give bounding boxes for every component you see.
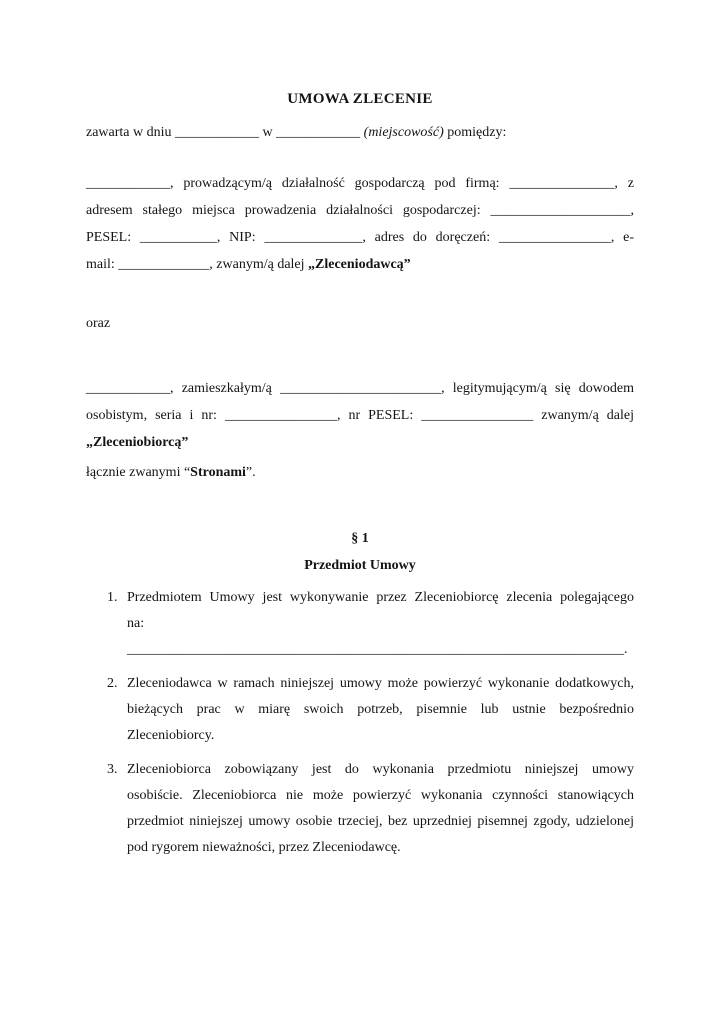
parties-joint-line [86,459,634,486]
oraz-line [86,310,634,337]
text-run: Przedmiotem Umowy jest wykonywanie przez Zleceniobiorcę zlecenia polegającego [127,590,634,605]
list-item-line [127,723,634,749]
blank-field-company: _______________ [509,176,615,191]
document-title: UMOWA ZLECENIE [287,91,433,107]
blank-field-pesel: ___________ [139,230,217,245]
text-run: osobistym, seria i nr: [86,408,225,423]
text-run: na: [127,616,145,631]
text-run: , e- [610,230,634,245]
text-run: oraz [86,316,111,331]
text-run: bieżących prac w miarę swoich potrzeb, pisemnie lub ustnie bezpośrednio [127,702,634,717]
blank-field-name: ____________ [86,176,170,191]
list-item-number: 1. [107,590,118,605]
list-item-line [127,585,634,611]
spacer [86,278,634,310]
list-item-line [127,783,634,809]
document-body [86,119,634,861]
text-run: , [630,203,634,218]
list-item [86,585,634,663]
text-run: mail: [86,257,119,272]
section-number [86,525,634,552]
blank-field-place: ____________ [276,125,361,140]
list-item [86,757,634,861]
list-item-line [127,637,634,663]
text-run: , legitymującym/ą się dowodem [441,381,634,396]
text-run: Zleceniobiorca zobowiązany jest do wykonania przedmiotu niniejszej umowy [127,762,634,777]
text-run: , NIP: [216,230,265,245]
blank-field-nip: ______________ [264,230,363,245]
paragraph-line [86,375,634,402]
section-title [86,552,634,579]
text-run: osobiście. Zleceniobiorca nie może powierzyć wykonania czynności stanowiących [127,788,634,803]
text-run: , adres do doręczeń: [362,230,499,245]
list-item-line [127,835,634,861]
text-run: , zwanym/ą dalej [209,257,309,272]
text-run: , prowadzącym/ą działalność gospodarczą pod firmą: [170,176,510,191]
list-item-line [127,697,634,723]
blank-field-scope: _______________________________________________________________________ [127,642,624,657]
text-run: Stronami [190,465,246,480]
text-run: adresem stałego miejsca prowadzenia działalności gospodarczej: [86,203,491,218]
blank-field-email: _____________ [118,257,210,272]
party-zleceniobiorca-paragraph [86,375,634,456]
text-run: § 1 [351,531,369,546]
text-run: przedmiot niniejszej umowy osobie trzeciej, bez uprzedniej pisemnej zgody, udzielonej [127,814,634,829]
text-run: „Zleceniobiorcą” [86,435,189,450]
blank-field-pesel: ________________ [421,408,534,423]
text-run: ”. [245,465,256,480]
text-run: Zleceniobiorcy. [127,728,215,743]
text-run: , z [614,176,634,191]
paragraph-line [86,197,634,224]
text-run: zawarta w dniu [86,125,176,140]
spacer [86,146,634,170]
blank-field-date: ____________ [175,125,260,140]
text-run: , nr PESEL: [336,408,422,423]
list-item-line [127,809,634,835]
section-1-clauses [86,585,634,861]
text-run: , zamieszkałym/ą [170,381,281,396]
text-run: pomiędzy: [443,125,507,140]
text-run: w [259,125,277,140]
blank-field-delivery-address: ________________ [498,230,611,245]
list-item-number: 3. [107,762,118,777]
paragraph-line [86,402,634,429]
text-run: pod rygorem nieważności, przez Zleceniodawcę. [127,840,401,855]
text-run: łącznie zwanymi “ [86,465,191,480]
paragraph-line [86,251,634,278]
party-zleceniodawca-paragraph [86,170,634,278]
blank-field-name: ____________ [86,381,170,396]
list-item-number: 2. [107,676,118,691]
list-item-line [127,757,634,783]
text-run: zwanym/ą dalej [533,408,634,423]
text-run: PESEL: [86,230,140,245]
paragraph-line [86,170,634,197]
spacer [86,337,634,375]
blank-field-address: ____________________ [490,203,631,218]
text-run: Zleceniodawca w ramach niniejszej umowy może powierzyć wykonanie dodatkowych, [127,676,634,691]
list-item-line [127,611,634,637]
text-run: „Zleceniodawcą” [308,257,411,272]
text-run: (miejscowość) [363,125,444,140]
paragraph-line [86,429,634,456]
text-run: Przedmiot Umowy [304,558,416,573]
paragraph-line [86,224,634,251]
list-item [86,671,634,749]
intro-line [86,119,634,146]
blank-field-id-number: ________________ [224,408,337,423]
blank-field-residence: _______________________ [280,381,442,396]
list-item-line [127,671,634,697]
text-run: . [624,642,628,657]
spacer [86,486,634,525]
